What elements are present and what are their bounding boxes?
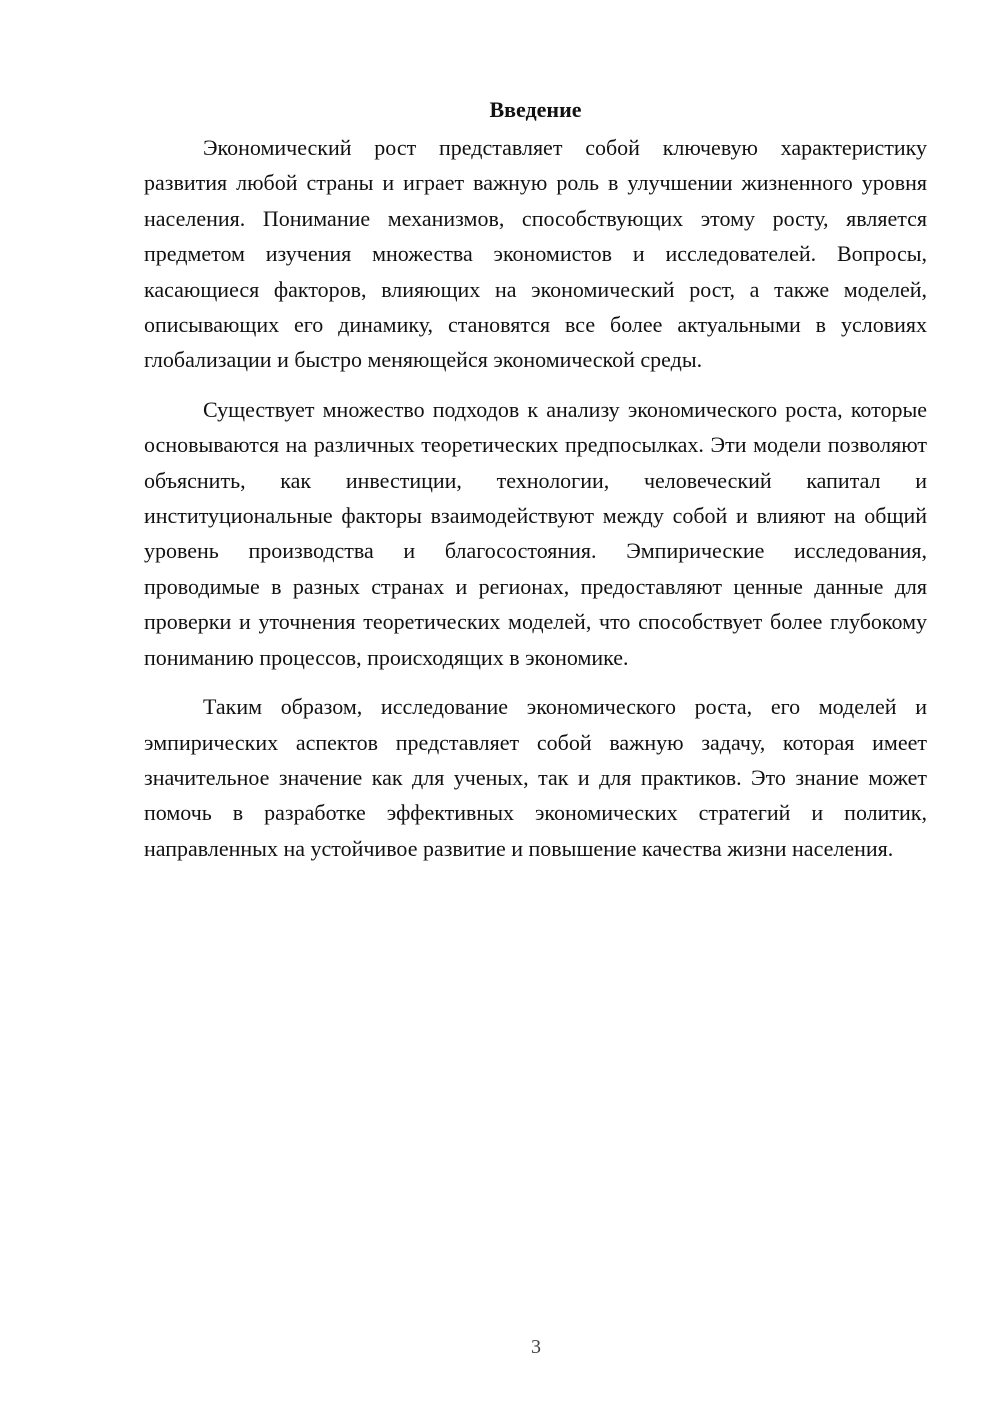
section-title: Введение	[489, 97, 582, 122]
page-number: 3	[531, 1336, 541, 1358]
paragraph-3: Таким образом, исследование экономического роста, его моделей и эмпирических аспектов представляет собой важную задачу, которая имеет значительное значение как для ученых, так и для практиков. Это знание может помочь в разработке эффективных экономических стратегий и политик, направленных на устойчивое развитие и повышение качества жизни населения.	[144, 694, 927, 861]
paragraph-2: Существует множество подходов к анализу экономического роста, которые основываются на различных теоретических предпосылках. Эти модели позволяют объяснить, как инвестиции, технологии, человеческий капитал и институциональные факторы взаимодействуют между собой и влияют на общий уровень производства и благосостояния. Эмпирические исследования, проводимые в разных странах и регионах, предоставляют ценные данные для проверки и уточнения теоретических моделей, что способствует более глубокому пониманию процессов, происходящих в экономике.	[144, 396, 927, 670]
page-content	[144, 92, 927, 880]
paragraph-1: Экономический рост представляет собой ключевую характеристику развития любой страны и играет важную роль в улучшении жизненного уровня населения. Понимание механизмов, способствующих этому росту, является предметом изучения множества экономистов и исследователей. Вопросы, касающиеся факторов, влияющих на экономический рост, а также моделей, описывающих его динамику, становятся все более актуальными в условиях глобализации и быстро меняющейся экономической среды.	[144, 135, 927, 373]
